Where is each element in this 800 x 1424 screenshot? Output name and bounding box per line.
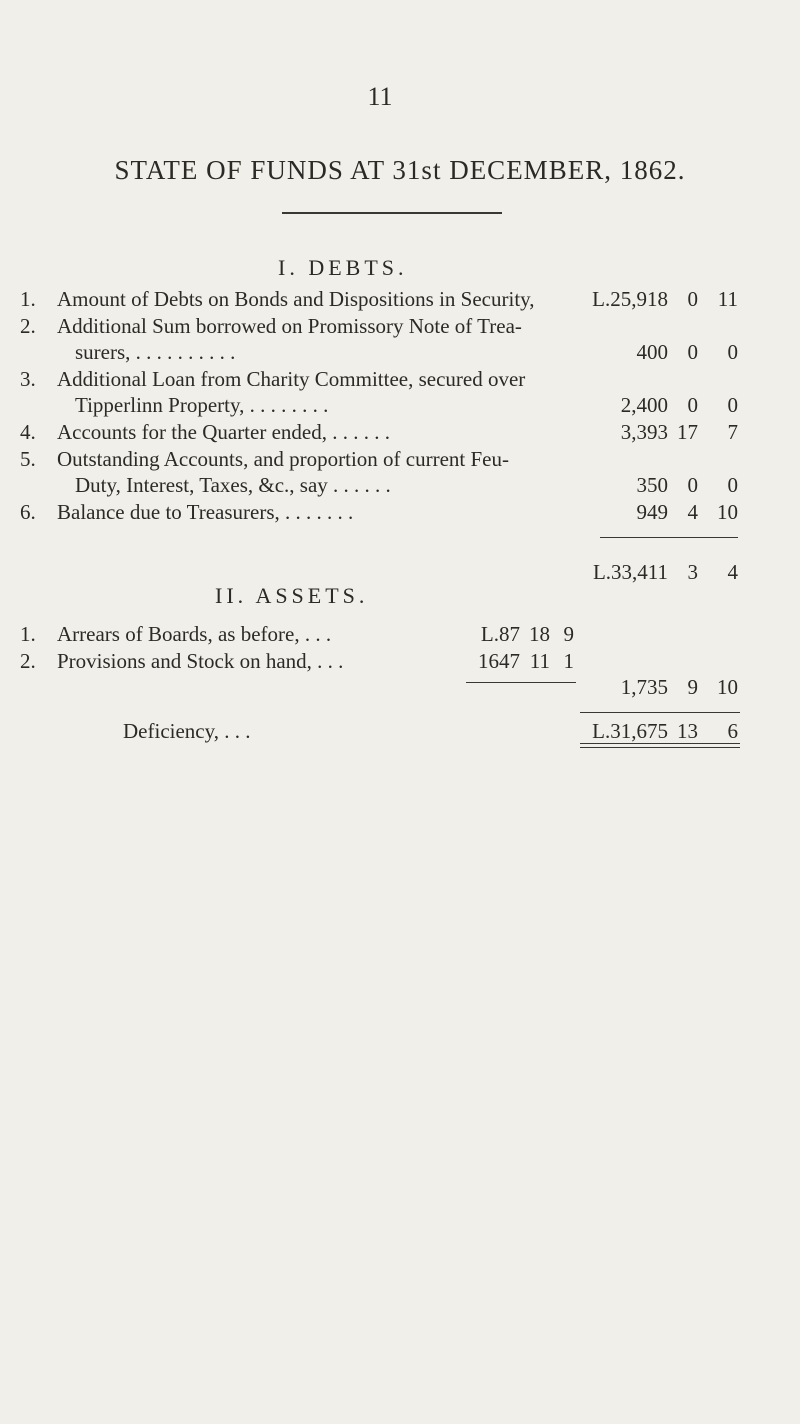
debt-item-label: Accounts for the Quarter ended, . . . . . . bbox=[57, 420, 390, 444]
debt-item-pence: 10 bbox=[717, 500, 738, 524]
page-number: 11 bbox=[367, 82, 393, 111]
asset-item-shillings: 11 bbox=[529, 649, 550, 673]
asset-item-label: Provisions and Stock on hand, . . . bbox=[57, 649, 344, 673]
debt-item-pounds: 949 bbox=[636, 500, 668, 524]
debt-item-label: Outstanding Accounts, and proportion of current Feu- bbox=[57, 447, 509, 471]
debt-item-number: 3. bbox=[20, 367, 36, 391]
debt-item-label: Additional Loan from Charity Committee, secured over bbox=[57, 367, 526, 391]
debt-item-pence: 0 bbox=[727, 340, 738, 364]
debt-item-label: Balance due to Treasurers, . . . . . . . bbox=[57, 500, 354, 524]
deficiency-top-rule bbox=[580, 712, 740, 713]
debts-total-pounds: L.33,411 bbox=[592, 560, 668, 584]
asset-item-pence: 1 bbox=[563, 649, 574, 673]
debt-item-number: 4. bbox=[20, 420, 36, 444]
page-title: STATE OF FUNDS AT 31st DECEMBER, 1862. bbox=[114, 155, 686, 185]
debt-item-pence: 11 bbox=[717, 287, 738, 311]
debt-item-pence: 0 bbox=[727, 473, 738, 497]
asset-item-number: 1. bbox=[20, 622, 36, 646]
debt-item-shillings: 0 bbox=[687, 473, 698, 497]
debt-item-label: Additional Sum borrowed on Promissory Note of Trea- bbox=[57, 314, 522, 338]
debt-item-pounds: 400 bbox=[636, 340, 668, 364]
deficiency-pence: 6 bbox=[727, 719, 738, 743]
deficiency-double-rule bbox=[580, 743, 740, 748]
debt-item-number: 5. bbox=[20, 447, 36, 471]
assets-total-pounds: 1,735 bbox=[620, 675, 668, 699]
debt-item-pounds: 2,400 bbox=[620, 393, 668, 417]
asset-item-number: 2. bbox=[20, 649, 36, 673]
debts-total-shillings: 3 bbox=[687, 560, 698, 584]
deficiency-label: Deficiency, . . . bbox=[123, 719, 251, 743]
debt-item-number: 6. bbox=[20, 500, 36, 524]
debts-total-pence: 4 bbox=[727, 560, 738, 584]
debt-item-pence: 0 bbox=[727, 393, 738, 417]
debt-item-number: 1. bbox=[20, 287, 36, 311]
debt-item-label-continued: Tipperlinn Property, . . . . . . . . bbox=[75, 393, 329, 417]
asset-item-shillings: 18 bbox=[529, 622, 550, 646]
deficiency-pounds: L.31,675 bbox=[592, 719, 668, 743]
debts-heading: I. DEBTS. bbox=[278, 255, 408, 280]
debt-item-shillings: 4 bbox=[687, 500, 698, 524]
debt-item-label: Amount of Debts on Bonds and Dispositions in Security, bbox=[57, 287, 535, 311]
debt-item-label-continued: surers, . . . . . . . . . . bbox=[75, 340, 236, 364]
asset-item-pounds: 1647 bbox=[478, 649, 520, 673]
assets-total-shillings: 9 bbox=[687, 675, 698, 699]
debts-total-rule bbox=[600, 537, 738, 538]
asset-item-pounds: L.87 bbox=[480, 622, 520, 646]
debt-item-number: 2. bbox=[20, 314, 36, 338]
debt-item-shillings: 0 bbox=[687, 287, 698, 311]
assets-total-pence: 10 bbox=[717, 675, 738, 699]
debt-item-pounds: 3,393 bbox=[620, 420, 668, 444]
asset-item-label: Arrears of Boards, as before, . . . bbox=[57, 622, 332, 646]
asset-item-pence: 9 bbox=[563, 622, 574, 646]
debt-item-shillings: 0 bbox=[687, 393, 698, 417]
debt-item-pence: 7 bbox=[727, 420, 738, 444]
debt-item-pounds: 350 bbox=[636, 473, 668, 497]
debt-item-shillings: 17 bbox=[677, 420, 698, 444]
assets-heading: II. ASSETS. bbox=[215, 583, 369, 608]
debt-item-label-continued: Duty, Interest, Taxes, &c., say . . . . . . bbox=[75, 473, 391, 497]
title-divider bbox=[282, 212, 502, 214]
debt-item-pounds: L.25,918 bbox=[592, 287, 668, 311]
deficiency-shillings: 13 bbox=[677, 719, 698, 743]
debt-item-shillings: 0 bbox=[687, 340, 698, 364]
